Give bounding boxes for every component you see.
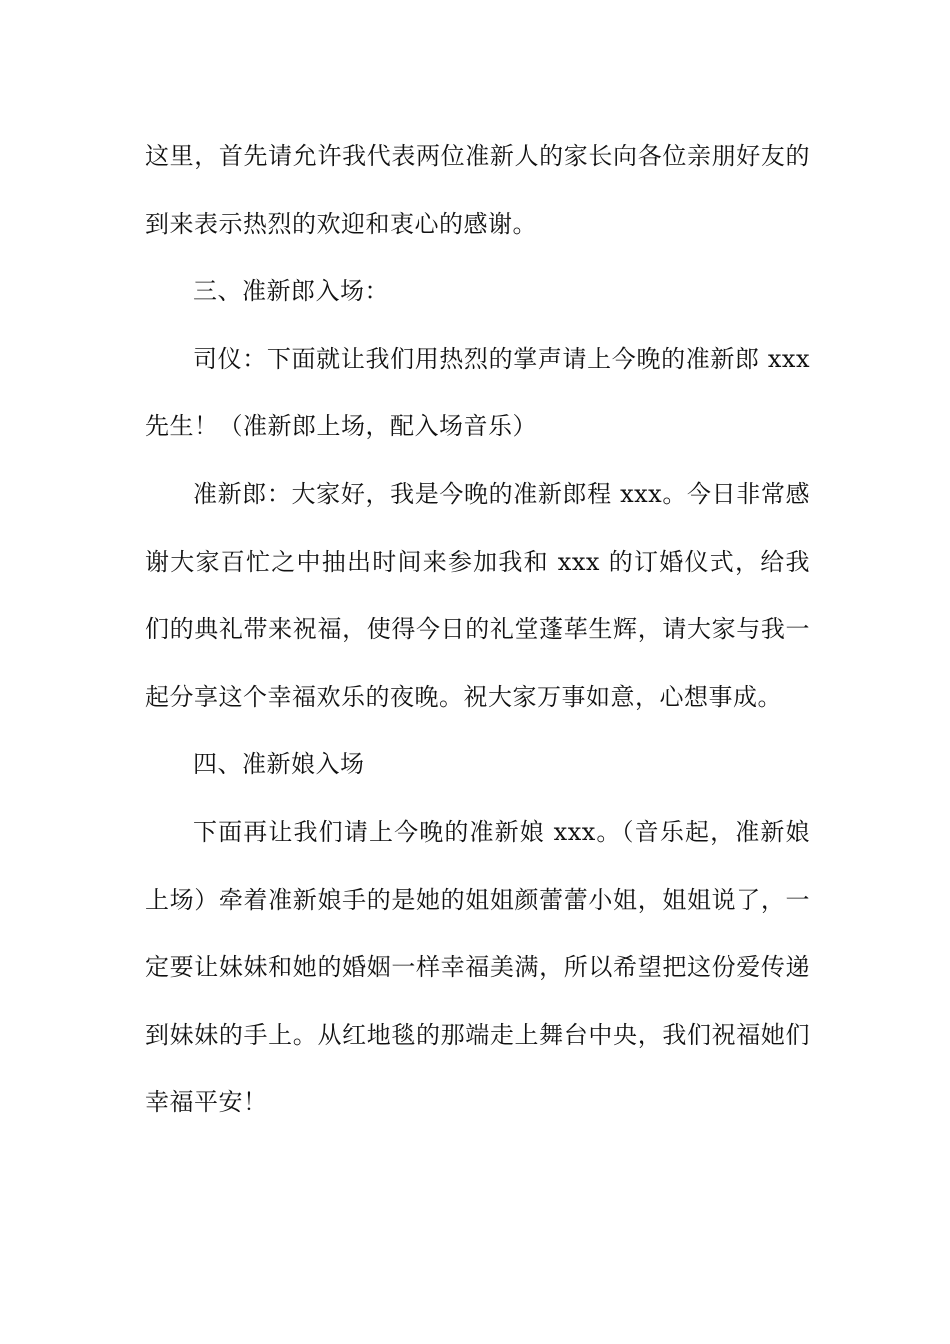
heading-groom-entrance: 三、准新郎入场： (193, 277, 389, 306)
heading-bride-entrance: 四、准新娘入场 (193, 750, 365, 779)
paragraph-host-invites-groom: 司仪：下面就让我们用热烈的掌声请上今晚的准新郎 xxx 先生！（准新郎上场，配入场音乐） (145, 344, 810, 441)
paragraph-welcome: 这里，首先请允许我代表两位准新人的家长向各位亲朋好友的到来表示热烈的欢迎和衷心的感谢。 (145, 142, 810, 238)
paragraph-groom-speech: 准新郎：大家好，我是今晚的准新郎程 xxx。今日非常感谢大家百忙之中抽出时间来参加我和 xxx 的订婚仪式，给我们的典礼带来祝福，使得今日的礼堂蓬荜生辉，请大家与我一起分享这个幸福欢乐的夜晚。祝大家万事如意，心想事成。 (145, 479, 810, 711)
document-body (145, 123, 810, 1137)
paragraph-bride-entrance: 下面再让我们请上今晚的准新娘 xxx。（音乐起，准新娘上场）牵着准新娘手的是她的姐姐颜蕾蕾小姐，姐姐说了，一定要让妹妹和她的婚姻一样幸福美满，所以希望把这份爱传递到妹妹的手上。从红地毯的那端走上舞台中央，我们祝福她们幸福平安！ (145, 817, 810, 1117)
